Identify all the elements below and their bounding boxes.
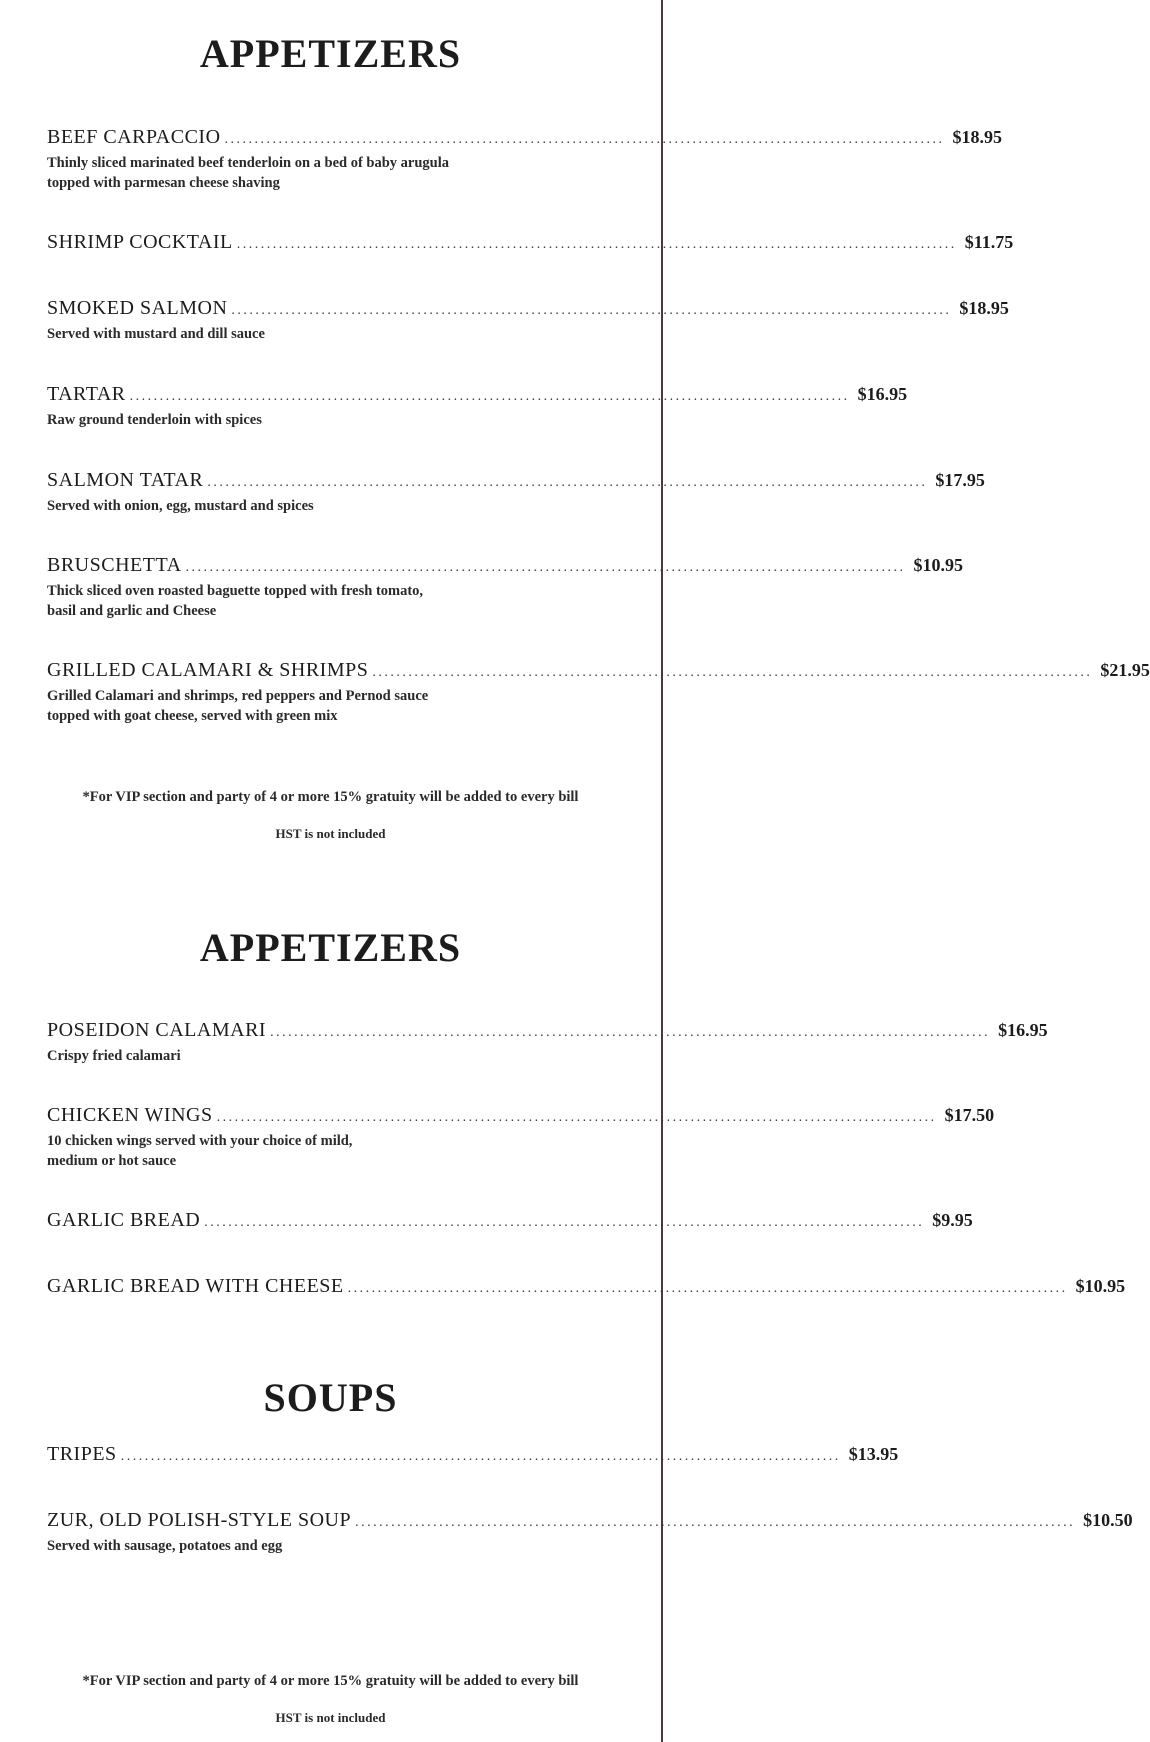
item-name: CHICKEN WINGS (47, 1104, 213, 1126)
hst-note: HST is not included (275, 826, 386, 841)
item-name: ZUR, OLD POLISH-STYLE SOUP (47, 1509, 352, 1531)
dot-leader: ........................................................................................................................ (372, 665, 1093, 680)
item-price: $13.95 (848, 1444, 899, 1464)
item-name: TRIPES (47, 1443, 117, 1465)
item-name: GRILLED CALAMARI & SHRIMPS (47, 659, 369, 681)
item-name: BEEF CARPACCIO (47, 126, 221, 148)
item-description (47, 686, 517, 726)
menu-item-garlic-bread (47, 1209, 973, 1232)
dot-leader: ........................................................................................................................ (270, 1025, 991, 1040)
item-description-line: 10 chicken wings served with your choice of mild, (47, 1133, 353, 1149)
item-description-line: Served with sausage, potatoes and egg (47, 1538, 283, 1554)
item-price: $21.95 (1100, 660, 1150, 680)
item-description (47, 153, 517, 193)
item-description (47, 581, 517, 621)
dot-leader: ........................................................................................................................ (224, 132, 945, 147)
item-name: GARLIC BREAD (47, 1209, 201, 1231)
hst-note: HST is not included (275, 1710, 386, 1725)
menu-item-smoked-salmon (47, 297, 1009, 344)
item-price: $10.95 (1075, 1276, 1126, 1296)
section-title-appetizers: APPETIZERS (199, 925, 462, 970)
menu-item-tartar (47, 383, 908, 430)
item-description-line: Grilled Calamari and shrimps, red peppers and Pernod sauce (47, 688, 429, 704)
item-description-line: medium or hot sauce (47, 1153, 177, 1169)
item-name: TARTAR (47, 383, 126, 405)
dot-leader: ........................................................................................................................ (129, 389, 850, 404)
item-description-line: topped with parmesan cheese shaving (47, 175, 280, 191)
item-description-line: Raw ground tenderloin with spices (47, 412, 262, 428)
item-description (47, 1536, 517, 1556)
section-title-appetizers: APPETIZERS (199, 31, 462, 76)
item-price: $11.75 (964, 232, 1014, 252)
dot-leader: ........................................................................................................................ (204, 1215, 925, 1230)
dot-leader: ........................................................................................................................ (347, 1281, 1068, 1296)
item-description-line: Served with mustard and dill sauce (47, 326, 265, 342)
item-price: $10.50 (1083, 1510, 1133, 1530)
item-description-line: Thick sliced oven roasted baguette topped with fresh tomato, (47, 583, 424, 599)
dot-leader: ........................................................................................................................ (185, 560, 906, 575)
item-price: $16.95 (857, 384, 908, 404)
item-description-line: Thinly sliced marinated beef tenderloin on a bed of baby arugula (47, 155, 450, 171)
menu-item-poseidon-calamari (47, 1019, 1048, 1066)
item-price: $17.95 (935, 470, 985, 490)
item-price: $17.50 (944, 1105, 995, 1125)
dot-leader: ........................................................................................................................ (355, 1515, 1076, 1530)
menu-item-bruschetta (47, 554, 964, 621)
menu-item-grilled-calamari-shrimps (47, 659, 1150, 726)
item-description-line: Crispy fried calamari (47, 1048, 181, 1064)
item-description-line: basil and garlic and Cheese (47, 603, 217, 619)
menu-item-zur-soup (47, 1509, 1133, 1556)
gratuity-note: *For VIP section and party of 4 or more 15% gratuity will be added to every bill (82, 1673, 579, 1689)
item-name: BRUSCHETTA (47, 554, 182, 576)
item-description (47, 410, 517, 430)
item-description (47, 1131, 517, 1171)
item-description-line: Served with onion, egg, mustard and spices (47, 498, 314, 514)
dot-leader: ........................................................................................................................ (216, 1110, 937, 1125)
item-name: SMOKED SALMON (47, 297, 228, 319)
menu-item-tripes (47, 1443, 899, 1466)
item-name: SHRIMP COCKTAIL (47, 231, 233, 253)
item-description (47, 324, 517, 344)
menu-item-shrimp-cocktail (47, 231, 1014, 254)
menu-item-salmon-tatar (47, 469, 985, 516)
item-price: $18.95 (959, 298, 1009, 318)
dot-leader: ........................................................................................................................ (231, 303, 952, 318)
section-title-soups: SOUPS (263, 1375, 398, 1420)
menu-item-chicken-wings (47, 1104, 995, 1171)
item-description-line: topped with goat cheese, served with green mix (47, 708, 338, 724)
item-name: POSEIDON CALAMARI (47, 1019, 267, 1041)
menu-item-garlic-bread-with-cheese (47, 1275, 1126, 1298)
dot-leader: ........................................................................................................................ (207, 475, 928, 490)
dot-leader: ........................................................................................................................ (120, 1449, 841, 1464)
item-description (47, 496, 517, 516)
item-price: $18.95 (952, 127, 1003, 147)
dot-leader: ........................................................................................................................ (236, 237, 957, 252)
item-description (47, 1046, 517, 1066)
menu-item-beef-carpaccio (47, 126, 1003, 193)
item-price: $16.95 (998, 1020, 1048, 1040)
item-name: SALMON TATAR (47, 469, 204, 491)
gratuity-note: *For VIP section and party of 4 or more 15% gratuity will be added to every bill (82, 789, 579, 805)
page-right-border (661, 0, 663, 1742)
item-price: $9.95 (932, 1210, 973, 1230)
item-price: $10.95 (913, 555, 964, 575)
item-name: GARLIC BREAD WITH CHEESE (47, 1275, 344, 1297)
